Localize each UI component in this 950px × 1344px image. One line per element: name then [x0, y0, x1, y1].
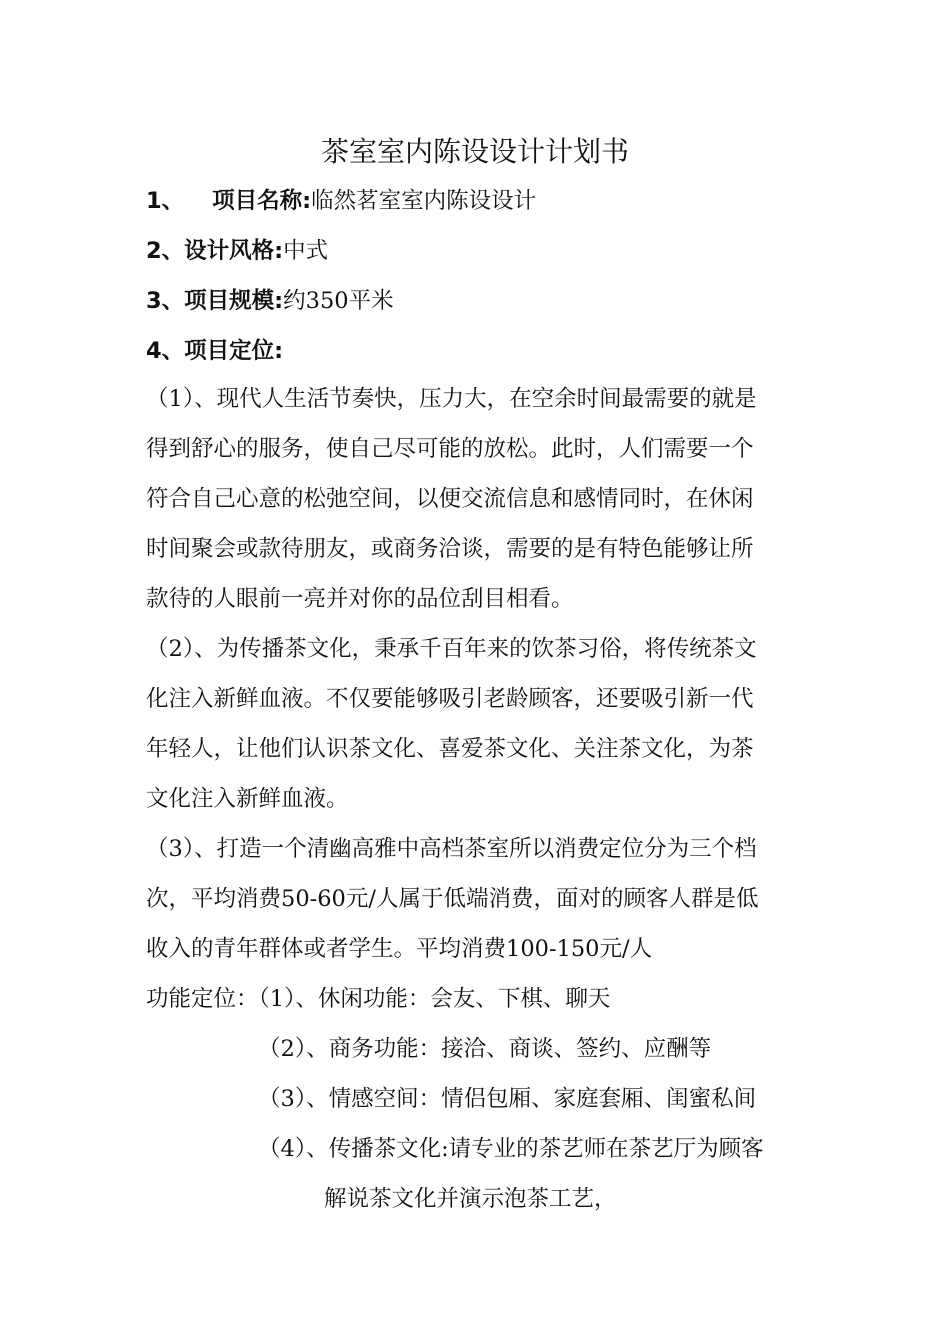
item3-value: 约350平米: [283, 288, 394, 314]
func-item-continuation: 解说茶文化并演示泡茶工艺，: [324, 1186, 617, 1212]
item2-value: 中式: [283, 238, 329, 264]
item-project-name: [146, 186, 811, 216]
p1-line: 款待的人眼前一亮并对你的品位刮目相看。: [146, 586, 574, 612]
func-item: （2）、商务功能：接洽、商谈、签约、应酬等: [258, 1036, 712, 1062]
p2-line: 文化注入新鲜血液。: [146, 786, 349, 812]
func-label: 功能定位：: [146, 986, 259, 1012]
p1-line: 得到舒心的服务，使自己尽可能的放松。此时，人们需要一个: [146, 436, 754, 462]
p2-line: 年轻人，让他们认识茶文化、喜爱茶文化、关注茶文化，为茶: [146, 736, 754, 762]
item-project-scale: [146, 286, 811, 316]
item1-value: 临然茗室室内陈设设计: [311, 188, 537, 214]
item2-label: 2、设计风格:: [146, 238, 284, 264]
item-positioning: [146, 336, 811, 366]
func-line-1: [146, 984, 811, 1014]
p1-line: 符合自己心意的松弛空间，以便交流信息和感情同时，在休闲: [146, 486, 754, 512]
p3-line: 收入的青年群体或者学生。平均消费100-150元/人: [146, 936, 653, 962]
p3-line: 次，平均消费50-60元/人属于低端消费，面对的顾客人群是低: [146, 886, 759, 912]
p2-line: 化注入新鲜血液。不仅要能够吸引老龄顾客，还要吸引新一代: [146, 686, 754, 712]
func-item: （3）、情感空间：情侣包厢、家庭套厢、闺蜜私间: [258, 1086, 757, 1112]
item1-label: 项目名称:: [212, 188, 312, 214]
p2-line: （2）、为传播茶文化，秉承千百年来的饮茶习俗，将传统茶文: [146, 636, 757, 662]
item-design-style: [146, 236, 811, 266]
func-item: （1）、休闲功能：会友、下棋、聊天: [258, 986, 611, 1012]
item4-label: 4、项目定位:: [146, 338, 284, 364]
p1-line: 时间聚会或款待朋友，或商务洽谈，需要的是有特色能够让所: [146, 536, 754, 562]
item1-number: 1、: [146, 188, 185, 214]
item3-label: 3、项目规模:: [146, 288, 284, 314]
p3-line: （3）、打造一个清幽高雅中高档茶室所以消费定位分为三个档: [146, 836, 757, 862]
func-item: （4）、传播茶文化:请专业的茶艺师在茶艺厅为顾客: [258, 1136, 764, 1162]
document-title: 茶室室内陈设设计计划书: [320, 135, 629, 168]
p1-line: （1）、现代人生活节奏快，压力大，在空余时间最需要的就是: [146, 386, 757, 412]
